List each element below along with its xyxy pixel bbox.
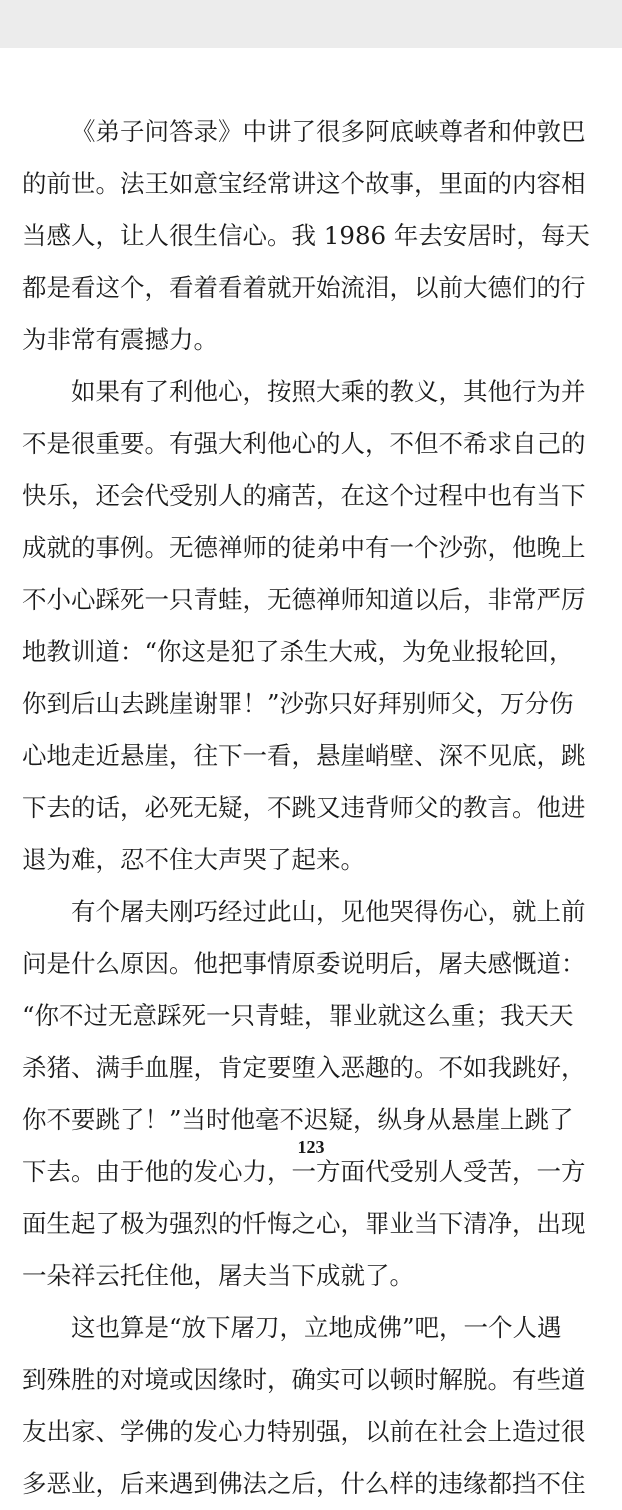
top-margin-band xyxy=(0,0,622,48)
page-number: 123 xyxy=(297,1137,325,1157)
text-line: 为非常有震撼力。 xyxy=(22,325,218,354)
body-text xyxy=(22,106,612,1510)
text-line: 退为难，忍不住大声哭了起来。 xyxy=(22,845,365,874)
text-line: 成就的事例。无德禅师的徒弟中有一个沙弥，他晚上 xyxy=(22,533,586,562)
text-line: 都是看这个，看着看着就开始流泪，以前大德们的行 xyxy=(22,273,586,302)
text-line: 面生起了极为强烈的忏悔之心，罪业当下清净，出现 xyxy=(22,1209,586,1238)
text-line: 快乐，还会代受别人的痛苦，在这个过程中也有当下 xyxy=(22,481,586,510)
text-line: 多恶业，后来遇到佛法之后，什么样的违缘都挡不住 xyxy=(22,1469,586,1498)
text-line: 心地走近悬崖，往下一看，悬崖峭壁、深不见底，跳 xyxy=(22,741,586,770)
text-line: “你不过无意踩死一只青蛙，罪业就这么重；我天天 xyxy=(22,1001,574,1030)
book-page xyxy=(0,48,622,1498)
text-line: 友出家、学佛的发心力特别强，以前在社会上造过很 xyxy=(22,1417,586,1446)
text-line: 不小心踩死一只青蛙，无德禅师知道以后，非常严厉 xyxy=(22,585,586,614)
text-line: 如果有了利他心，按照大乘的教义，其他行为并 xyxy=(71,377,586,406)
text-line: 下去的话，必死无疑，不跳又违背师父的教言。他进 xyxy=(22,793,586,822)
text-line: 一朵祥云托住他，屠夫当下成就了。 xyxy=(22,1261,414,1290)
text-line: 你到后山去跳崖谢罪！”沙弥只好拜别师父，万分伤 xyxy=(22,689,574,718)
text-line: 的前世。法王如意宝经常讲这个故事，里面的内容相 xyxy=(22,169,586,198)
text-line: 地教训道：“你这是犯了杀生大戒，为免业报轮回， xyxy=(22,637,574,666)
text-line: 你不要跳了！”当时他毫不迟疑，纵身从悬崖上跳了 xyxy=(22,1105,574,1134)
text-line: 下去。由于他的发心力，一方面代受别人受苦，一方 xyxy=(22,1157,586,1186)
text-line: 《弟子问答录》中讲了很多阿底峡尊者和仲敦巴 xyxy=(71,117,586,146)
text-line: 问是什么原因。他把事情原委说明后，屠夫感慨道： xyxy=(22,949,586,978)
text-line: 有个屠夫刚巧经过此山，见他哭得伤心，就上前 xyxy=(71,897,586,926)
text-line: 不是很重要。有强大利他心的人，不但不希求自己的 xyxy=(22,429,586,458)
text-line: 到殊胜的对境或因缘时，确实可以顿时解脱。有些道 xyxy=(22,1365,586,1394)
text-line: 这也算是“放下屠刀，立地成佛”吧，一个人遇 xyxy=(71,1313,562,1342)
text-line: 杀猪、满手血腥，肯定要堕入恶趣的。不如我跳好， xyxy=(22,1053,586,1082)
text-line: 当感人，让人很生信心。我 1986 年去安居时，每天 xyxy=(22,221,590,250)
